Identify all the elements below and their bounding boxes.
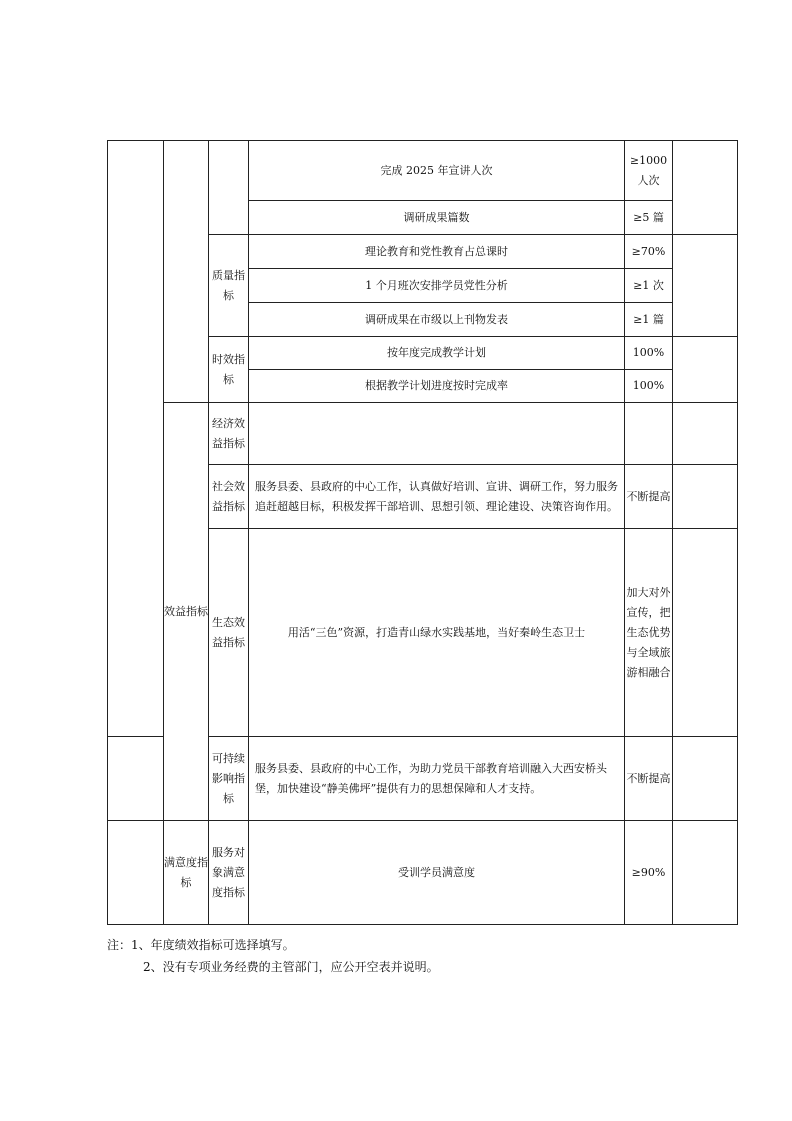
- indicator-cell: 1 个月班次安排学员党性分析: [249, 269, 625, 303]
- table-row: [108, 141, 738, 201]
- service-satisfaction-label: 服务对象满意度指标: [209, 821, 249, 925]
- remark-cell: [673, 141, 738, 235]
- ecological-benefit-label: 生态效益指标: [209, 529, 249, 737]
- sustainable-impact-label: 可持续影响指标: [209, 737, 249, 821]
- value-cell: ≥90%: [625, 821, 673, 925]
- quality-indicator-label: 质量指标: [209, 235, 249, 337]
- satisfaction-indicator-label: 满意度指标: [164, 821, 209, 925]
- indicator-cell: 完成 2025 年宣讲人次: [249, 141, 625, 201]
- value-cell: ≥1000人次: [625, 141, 673, 201]
- indicator-cell: [249, 403, 625, 465]
- remark-cell: [673, 465, 738, 529]
- note-1: 注：1、年度绩效指标可选择填写。: [107, 938, 295, 952]
- value-cell: [625, 403, 673, 465]
- social-benefit-label: 社会效益指标: [209, 465, 249, 529]
- blank-level3-cell: [209, 141, 249, 235]
- remark-cell: [673, 737, 738, 821]
- indicator-cell: 服务县委、县政府的中心工作，认真做好培训、宣讲、调研工作，努力服务追赶超越目标，积极发挥干部培训、思想引领、理论建设、决策咨询作用。: [249, 465, 625, 529]
- indicator-cell: 调研成果篇数: [249, 201, 625, 235]
- value-cell: ≥1 篇: [625, 303, 673, 337]
- blank-level1-cell: [108, 821, 164, 925]
- blank-level1-cell: [108, 141, 164, 737]
- indicator-cell: 用活“三色”资源，打造青山绿水实践基地，当好秦岭生态卫士: [249, 529, 625, 737]
- blank-level2-cell: [164, 141, 209, 403]
- remark-cell: [673, 235, 738, 337]
- table-notes: [107, 934, 439, 978]
- indicator-cell: 理论教育和党性教育占总课时: [249, 235, 625, 269]
- remark-cell: [673, 403, 738, 465]
- value-cell: 100%: [625, 337, 673, 370]
- value-cell: 加大对外宣传，把生态优势与全域旅游相融合: [625, 529, 673, 737]
- remark-cell: [673, 337, 738, 403]
- indicator-cell: 服务县委、县政府的中心工作，为助力党员干部教育培训融入大西安桥头堡，加快建设“静美佛坪”提供有力的思想保障和人才支持。: [249, 737, 625, 821]
- performance-indicator-table: [107, 140, 738, 925]
- timeliness-indicator-label: 时效指标: [209, 337, 249, 403]
- indicator-cell: 调研成果在市级以上刊物发表: [249, 303, 625, 337]
- value-cell: ≥5 篇: [625, 201, 673, 235]
- note-2: 2、没有专项业务经费的主管部门，应公开空表并说明。: [143, 960, 439, 974]
- indicator-cell: 按年度完成教学计划: [249, 337, 625, 370]
- value-cell: 100%: [625, 370, 673, 403]
- benefit-indicator-label: 效益指标: [164, 403, 209, 821]
- economic-benefit-label: 经济效益指标: [209, 403, 249, 465]
- value-cell: ≥70%: [625, 235, 673, 269]
- value-cell: 不断提高: [625, 465, 673, 529]
- remark-cell: [673, 821, 738, 925]
- indicator-cell: 根据教学计划进度按时完成率: [249, 370, 625, 403]
- table-row: [108, 403, 738, 465]
- remark-cell: [673, 529, 738, 737]
- table-row: [108, 821, 738, 925]
- blank-level1-cell: [108, 737, 164, 821]
- value-cell: ≥1 次: [625, 269, 673, 303]
- indicator-cell: 受训学员满意度: [249, 821, 625, 925]
- value-cell: 不断提高: [625, 737, 673, 821]
